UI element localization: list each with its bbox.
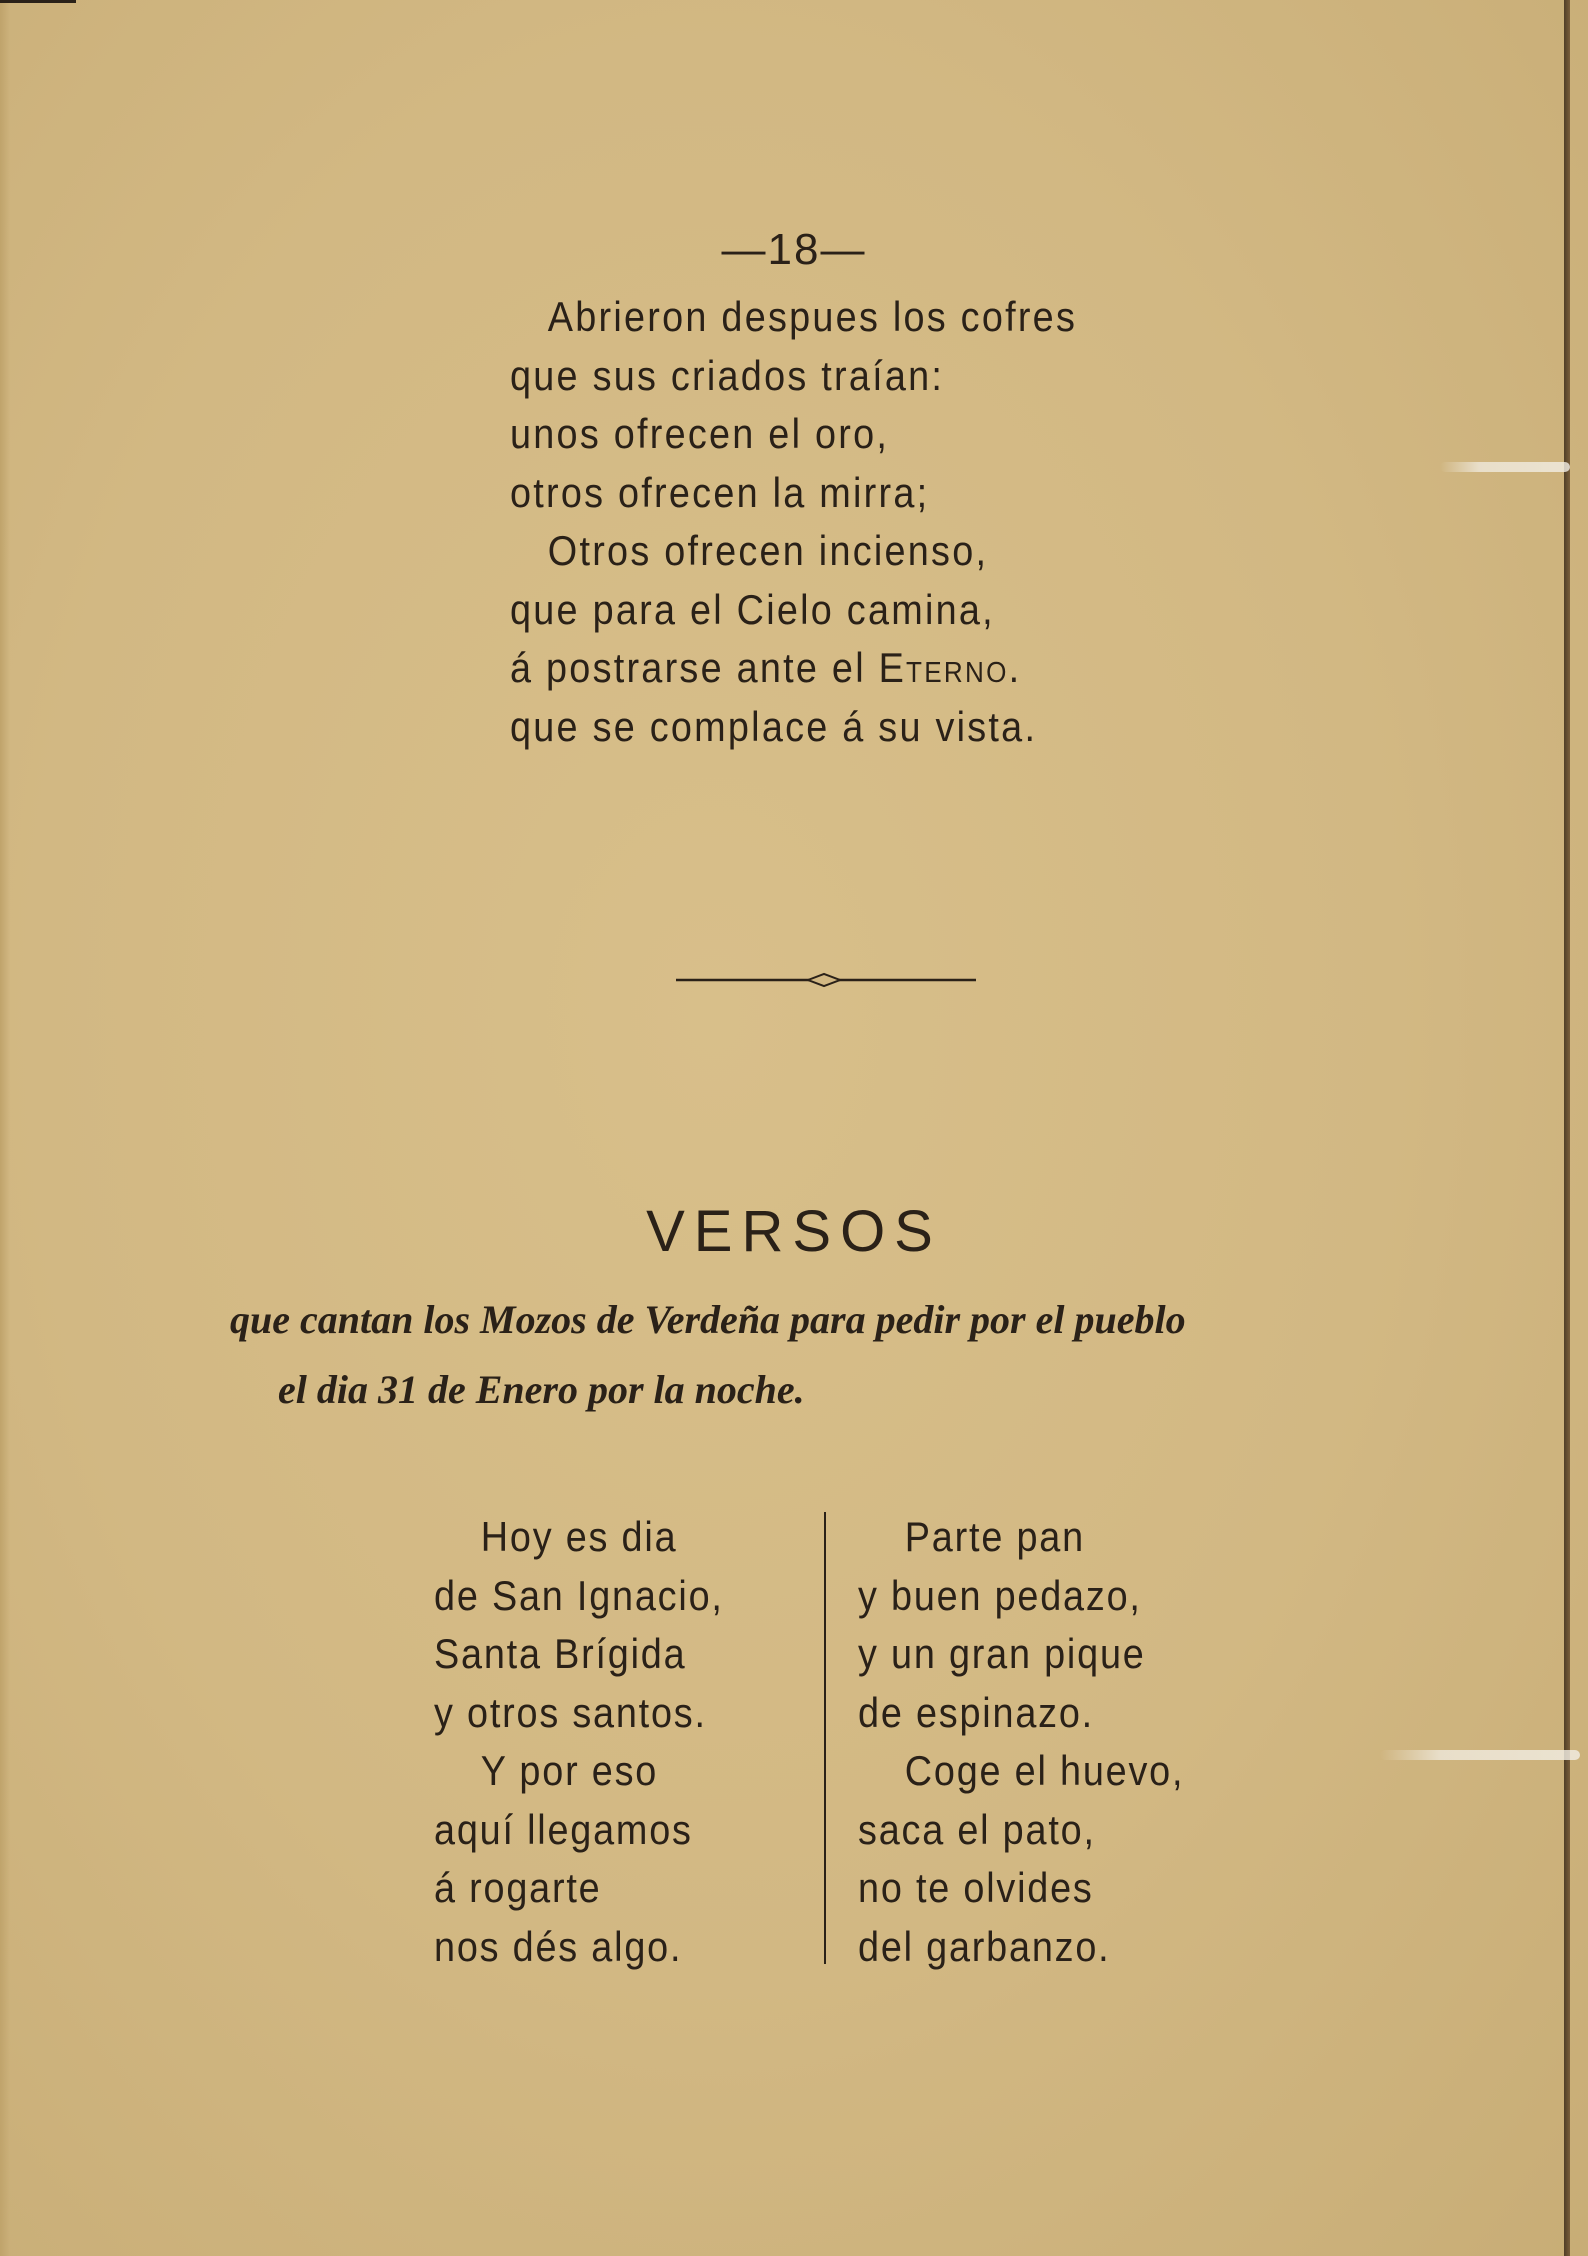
verse-line: de espinazo. bbox=[858, 1688, 1094, 1736]
verse-line: á rogarte bbox=[434, 1864, 602, 1911]
verse-line: Santa Brígida bbox=[434, 1630, 687, 1677]
binding-thread-top bbox=[1440, 462, 1570, 472]
stanza-line: que se complace á su vista. bbox=[510, 702, 1038, 750]
stanza-line-text: á postrarse ante el bbox=[510, 644, 866, 691]
page-left-edge bbox=[0, 0, 10, 2256]
verse-line: del garbanzo. bbox=[858, 1922, 1111, 1970]
verse-line: y buen pedazo, bbox=[858, 1571, 1142, 1619]
section-title: VERSOS bbox=[646, 1199, 942, 1264]
subtitle-line-2: el dia 31 de Enero por la noche. bbox=[278, 1367, 805, 1412]
verses-left-column bbox=[434, 1508, 724, 1976]
stanza-line: que para el Cielo camina, bbox=[510, 585, 995, 633]
column-divider bbox=[824, 1512, 826, 1964]
corner-mark bbox=[0, 0, 76, 3]
divider-diamond-icon bbox=[808, 974, 840, 986]
section-subtitle bbox=[230, 1285, 1186, 1425]
subtitle-line-1: que cantan los Mozos de Verdeña para pedir por el pueblo bbox=[230, 1297, 1186, 1342]
verse-line: nos dés algo. bbox=[434, 1922, 683, 1970]
verse-line: Hoy es dia bbox=[480, 1513, 678, 1560]
verse-line: y un gran pique bbox=[858, 1630, 1146, 1677]
verses-right-column bbox=[858, 1508, 1184, 1976]
verse-line: no te olvides bbox=[858, 1864, 1094, 1911]
verse-line: de San Ignacio, bbox=[434, 1571, 724, 1619]
verse-line: Parte pan bbox=[904, 1513, 1085, 1560]
poem-stanza bbox=[510, 288, 1077, 756]
stanza-line: unos ofrecen el oro, bbox=[510, 410, 890, 457]
page-number: —18— bbox=[721, 225, 867, 274]
verse-line: Y por eso bbox=[480, 1747, 659, 1794]
stanza-line: Otros ofrecen incienso, bbox=[547, 527, 989, 574]
verse-line: Coge el huevo, bbox=[904, 1747, 1185, 1794]
stanza-line: que sus criados traían: bbox=[510, 351, 945, 399]
verse-line: aquí llegamos bbox=[434, 1805, 693, 1853]
verse-line: saca el pato, bbox=[858, 1805, 1096, 1853]
stanza-line: otros ofrecen la mirra; bbox=[510, 468, 930, 516]
eterno-word: Eterno bbox=[878, 644, 1009, 691]
page-spine-edge bbox=[1564, 0, 1570, 2256]
stanza-line: Abrieron despues los cofres bbox=[547, 293, 1078, 340]
ornamental-divider bbox=[676, 968, 976, 992]
verse-line: y otros santos. bbox=[434, 1688, 707, 1736]
binding-thread-bottom bbox=[1380, 1750, 1580, 1760]
stanza-line-punct: . bbox=[1008, 644, 1022, 691]
stanza-line bbox=[510, 639, 1077, 698]
